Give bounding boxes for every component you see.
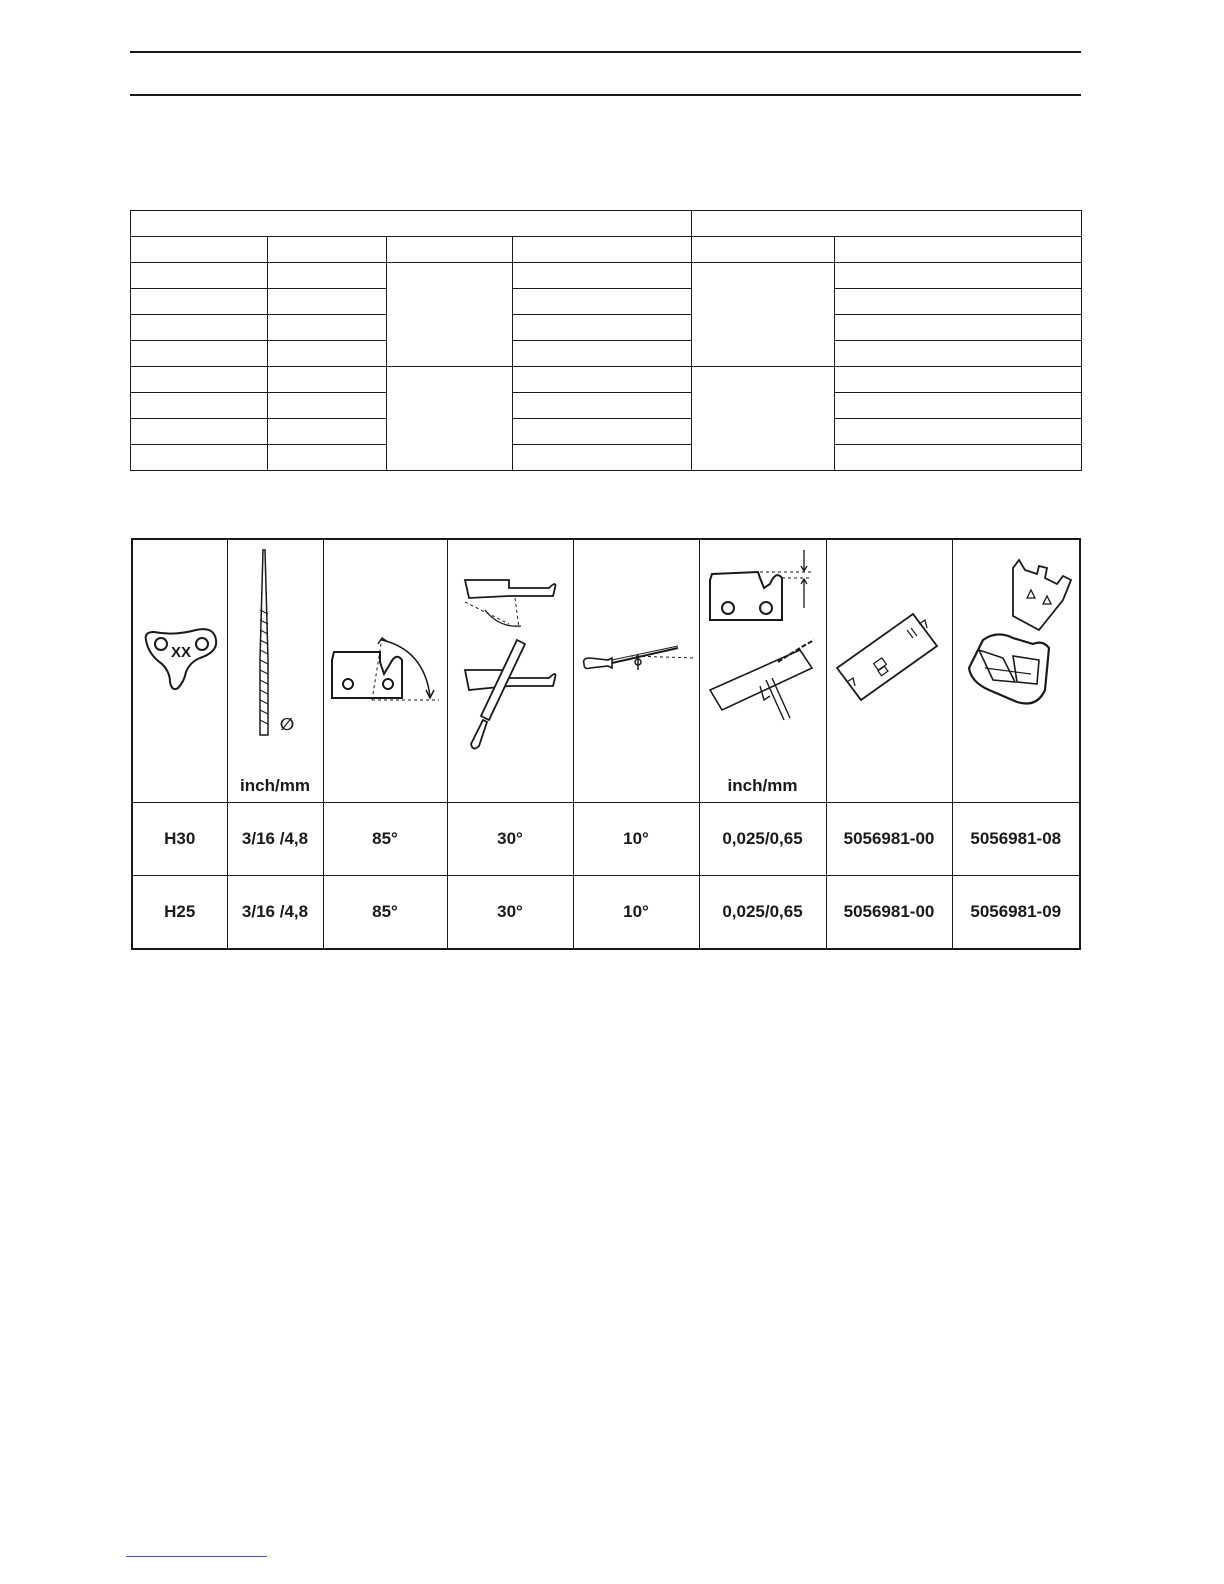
chain-cell: H25 (132, 876, 227, 950)
file-tilt-value: 10° (573, 876, 699, 950)
top-plate-angle-value: 85° (323, 876, 447, 950)
footer-link-underline (126, 1556, 267, 1557)
cutting-angle-value: 30° (447, 803, 573, 876)
chain-link-icon (134, 540, 226, 740)
chain-cell: H30 (132, 803, 227, 876)
depth-gauge-tool-icon (827, 540, 951, 740)
table-row (131, 419, 1082, 445)
merged-cell (387, 263, 513, 367)
file-gauge-icon (953, 540, 1079, 740)
table-row (131, 367, 1082, 393)
file-diameter-unit: inch/mm (240, 776, 310, 795)
chain-link-mark: XX (170, 644, 191, 661)
header-rule-top (130, 51, 1081, 53)
depth-gauge-cell (699, 539, 826, 803)
cutting-angle-cell (447, 539, 573, 803)
file-gauge-value: 5056981-08 (952, 803, 1080, 876)
file-gauge-value: 5056981-09 (952, 876, 1080, 950)
cutting-angle-value: 30° (447, 876, 573, 950)
file-diameter-value: 3/16 /4,8 (227, 876, 323, 950)
depth-gauge-unit: inch/mm (727, 776, 798, 795)
depth-gauge-value: 0,025/0,65 (699, 876, 826, 950)
depth-gauge-tool-cell (826, 539, 952, 803)
sharpening-data-table (131, 538, 1081, 950)
table-row (132, 803, 1080, 876)
file-tilt-value: 10° (573, 803, 699, 876)
header-cell-bar (131, 211, 692, 237)
round-file-icon (229, 540, 321, 750)
merged-cell (692, 367, 835, 471)
top-plate-angle-cell (323, 539, 447, 803)
cutter-angle-icon (324, 540, 446, 740)
depth-gauge-icon (700, 540, 826, 740)
table-header-row (131, 211, 1082, 237)
bar-chain-combination-table (130, 210, 1082, 471)
depth-gauge-tool-value: 5056981-00 (826, 803, 952, 876)
table-row (131, 315, 1082, 341)
filing-angle-icon (449, 540, 571, 760)
table-row (131, 289, 1082, 315)
file-gauge-cell (952, 539, 1080, 803)
diameter-symbol: ∅ (279, 715, 295, 735)
file-diameter-cell (227, 539, 323, 803)
file-diameter-value: 3/16 /4,8 (227, 803, 323, 876)
file-holder-icon (574, 540, 700, 740)
table-subheader-row (131, 237, 1082, 263)
file-tilt-cell (573, 539, 699, 803)
top-plate-angle-value: 85° (323, 803, 447, 876)
depth-gauge-tool-value: 5056981-00 (826, 876, 952, 950)
table-row (131, 263, 1082, 289)
depth-gauge-value: 0,025/0,65 (699, 803, 826, 876)
merged-cell (692, 263, 835, 367)
header-cell-chain (692, 211, 1082, 237)
merged-cell (387, 367, 513, 471)
table-row (131, 445, 1082, 471)
chain-link-cell (132, 539, 227, 803)
header-rule-bottom (130, 94, 1081, 96)
table-row (131, 341, 1082, 367)
illustration-row (132, 539, 1080, 803)
table-row (132, 876, 1080, 950)
table-row (131, 393, 1082, 419)
